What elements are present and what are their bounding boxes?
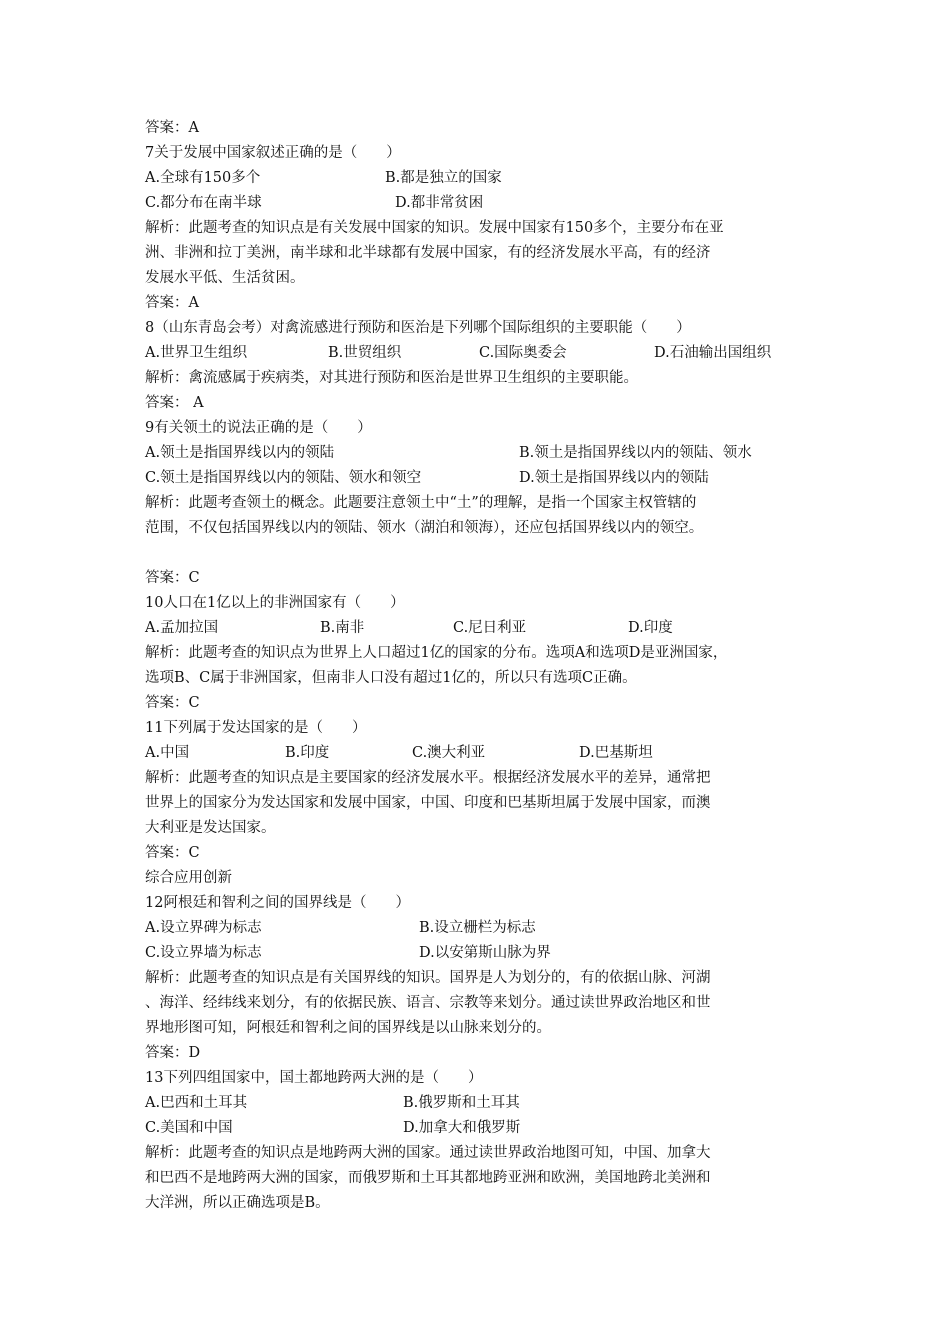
explanation-11-line-2: 世界上的国家分为发达国家和发展中国家，中国、印度和巴基斯坦属于发展中国家，而澳 bbox=[145, 795, 711, 811]
question-12-options-row-1 bbox=[145, 916, 810, 941]
answer-7: 答案：A bbox=[145, 295, 199, 311]
option-10b: B.南非 bbox=[320, 620, 365, 636]
explanation-12-line-2: 、海洋、经纬线来划分，有的依据民族、语言、宗教等来划分。通过读世界政治地区和世 bbox=[145, 995, 711, 1011]
explanation-7-line-1: 解析：此题考查的知识点是有关发展中国家的知识。发展中国家有150多个，主要分布在亚 bbox=[145, 220, 724, 236]
option-13c: C.美国和中国 bbox=[145, 1120, 233, 1136]
section-title: 综合应用创新 bbox=[145, 870, 232, 886]
answer-8: 答案： A bbox=[145, 395, 204, 411]
option-9c: C.领土是指国界线以内的领陆、领水和领空 bbox=[145, 470, 422, 486]
answer-10: 答案：C bbox=[145, 695, 200, 711]
question-11-options bbox=[145, 741, 810, 766]
answer-9: 答案：C bbox=[145, 570, 200, 586]
option-7c: C.都分布在南半球 bbox=[145, 195, 262, 211]
question-12-options-row-2 bbox=[145, 941, 810, 966]
option-11c: C.澳大利亚 bbox=[412, 745, 486, 761]
question-7-options-row-1 bbox=[145, 166, 810, 191]
explanation-11-line-3: 大利亚是发达国家。 bbox=[145, 820, 276, 836]
option-10c: C.尼日利亚 bbox=[453, 620, 527, 636]
option-8c: C.国际奥委会 bbox=[479, 345, 567, 361]
question-13-options-row-1 bbox=[145, 1091, 810, 1116]
document-page bbox=[145, 116, 810, 1216]
option-12b: B.设立栅栏为标志 bbox=[419, 920, 536, 936]
question-10-options bbox=[145, 616, 810, 641]
option-12c: C.设立界墙为标志 bbox=[145, 945, 262, 961]
option-13b: B.俄罗斯和土耳其 bbox=[403, 1095, 520, 1111]
option-8a: A.世界卫生组织 bbox=[145, 345, 248, 361]
option-10a: A.孟加拉国 bbox=[145, 620, 219, 636]
option-10d: D.印度 bbox=[628, 620, 673, 636]
option-9a: A.领土是指国界线以内的领陆 bbox=[145, 445, 335, 461]
question-9-options-row-1 bbox=[145, 441, 810, 466]
option-12d: D.以安第斯山脉为界 bbox=[419, 945, 551, 961]
question-8: 8（山东青岛会考）对禽流感进行预防和医治是下列哪个国际组织的主要职能（ ） bbox=[145, 320, 691, 336]
option-9d: D.领土是指国界线以内的领陆 bbox=[519, 470, 709, 486]
explanation-8-line-1: 解析：禽流感属于疾病类，对其进行预防和医治是世界卫生组织的主要职能。 bbox=[145, 370, 638, 386]
question-8-options bbox=[145, 341, 810, 366]
answer-11: 答案：C bbox=[145, 845, 200, 861]
question-11: 11下列属于发达国家的是（ ） bbox=[145, 720, 367, 736]
explanation-13-line-1: 解析：此题考查的知识点是地跨两大洲的国家。通过读世界政治地图可知，中国、加拿大 bbox=[145, 1145, 711, 1161]
option-7d: D.都非常贫困 bbox=[395, 195, 484, 211]
question-7: 7关于发展中国家叙述正确的是（ ） bbox=[145, 145, 401, 161]
answer-12: 答案：D bbox=[145, 1045, 201, 1061]
question-9: 9有关领土的说法正确的是（ ） bbox=[145, 420, 372, 436]
option-13d: D.加拿大和俄罗斯 bbox=[403, 1120, 521, 1136]
question-7-options-row-2 bbox=[145, 191, 810, 216]
option-8b: B.世贸组织 bbox=[328, 345, 402, 361]
option-7a: A.全球有150多个 bbox=[145, 170, 261, 186]
explanation-9-line-1: 解析：此题考查领土的概念。此题要注意领土中“土”的理解，是指一个国家主权管辖的 bbox=[145, 495, 697, 511]
option-11a: A.中国 bbox=[145, 745, 190, 761]
explanation-7-line-2: 洲、非洲和拉丁美洲，南半球和北半球都有发展中国家，有的经济发展水平高，有的经济 bbox=[145, 245, 711, 261]
question-13: 13下列四组国家中，国土都地跨两大洲的是（ ） bbox=[145, 1070, 483, 1086]
question-12: 12阿根廷和智利之间的国界线是（ ） bbox=[145, 895, 410, 911]
explanation-11-line-1: 解析：此题考查的知识点是主要国家的经济发展水平。根据经济发展水平的差异，通常把 bbox=[145, 770, 711, 786]
explanation-13-line-3: 大洋洲，所以正确选项是B。 bbox=[145, 1195, 330, 1211]
explanation-10-line-2: 选项B、C属于非洲国家，但南非人口没有超过1亿的，所以只有选项C正确。 bbox=[145, 670, 637, 686]
explanation-7-line-3: 发展水平低、生活贫困。 bbox=[145, 270, 305, 286]
option-12a: A.设立界碑为标志 bbox=[145, 920, 262, 936]
explanation-12-line-1: 解析：此题考查的知识点是有关国界线的知识。国界是人为划分的，有的依据山脉、河湖 bbox=[145, 970, 711, 986]
option-8d: D.石油输出国组织 bbox=[654, 345, 772, 361]
explanation-9-line-2: 范围，不仅包括国界线以内的领陆、领水（湖泊和领海），还应包括国界线以内的领空。 bbox=[145, 520, 704, 536]
option-9b: B.领土是指国界线以内的领陆、领水 bbox=[519, 445, 752, 461]
option-11b: B.印度 bbox=[285, 745, 330, 761]
question-9-options-row-2 bbox=[145, 466, 810, 491]
explanation-12-line-3: 界地形图可知，阿根廷和智利之间的国界线是以山脉来划分的。 bbox=[145, 1020, 551, 1036]
answer-6: 答案：A bbox=[145, 120, 199, 136]
option-7b: B.都是独立的国家 bbox=[385, 170, 502, 186]
question-13-options-row-2 bbox=[145, 1116, 810, 1141]
explanation-13-line-2: 和巴西不是地跨两大洲的国家，而俄罗斯和土耳其都地跨亚洲和欧洲，美国地跨北美洲和 bbox=[145, 1170, 711, 1186]
question-10: 10人口在1亿以上的非洲国家有（ ） bbox=[145, 595, 405, 611]
option-11d: D.巴基斯坦 bbox=[579, 745, 653, 761]
option-13a: A.巴西和土耳其 bbox=[145, 1095, 248, 1111]
explanation-10-line-1: 解析：此题考查的知识点为世界上人口超过1亿的国家的分布。选项A和选项D是亚洲国家， bbox=[145, 645, 728, 661]
